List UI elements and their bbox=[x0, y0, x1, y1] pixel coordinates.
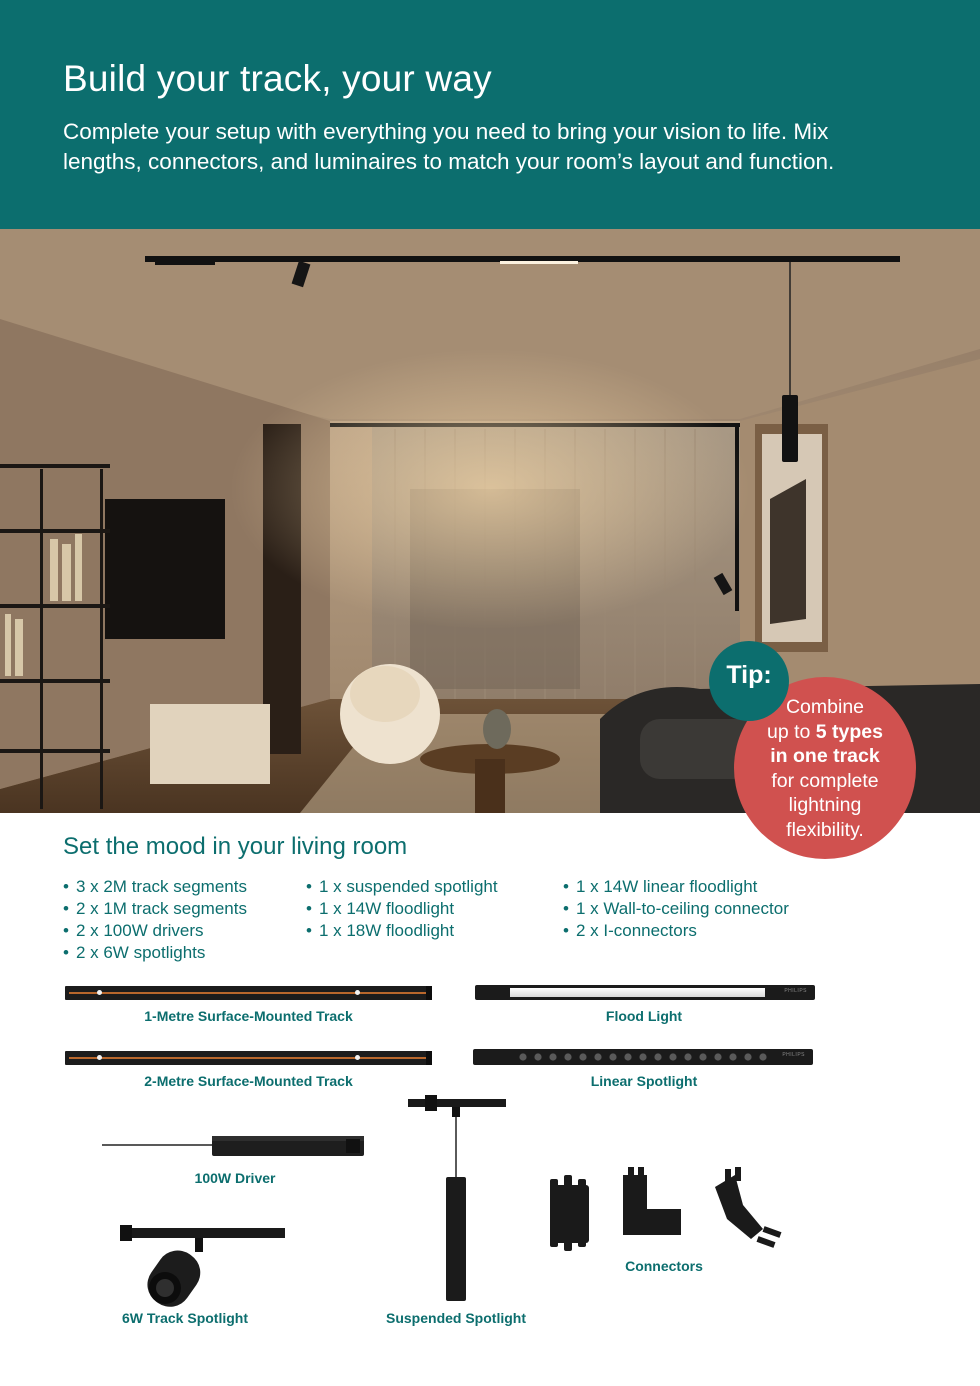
package-list-col3 bbox=[563, 876, 789, 942]
track-2m-image bbox=[65, 1051, 432, 1065]
track-spotlight-label: 6W Track Spotlight bbox=[121, 1310, 248, 1326]
tip-line-5: lightning bbox=[788, 794, 862, 816]
track-1m-label: 1-Metre Surface-Mounted Track bbox=[144, 1008, 353, 1024]
connectors-label: Connectors bbox=[625, 1258, 703, 1274]
tip-label: Tip: bbox=[726, 661, 772, 689]
intro-text: Complete your setup with everything you need to bring your vision to life. Mix lengths, connectors, and luminaires to match your room’s layout and function. bbox=[63, 119, 835, 174]
tip-line-1: Combine bbox=[785, 696, 865, 718]
tip-line-6: flexibility. bbox=[786, 818, 864, 841]
driver-image bbox=[100, 1130, 370, 1162]
track-2m-label: 2-Metre Surface-Mounted Track bbox=[144, 1073, 353, 1089]
linear-spotlight-image bbox=[473, 1049, 813, 1065]
track-1m-image bbox=[65, 986, 432, 1000]
tip-line-2b: 5 types bbox=[815, 720, 883, 743]
connectors-image bbox=[545, 1165, 790, 1255]
brand-mark: PHILIPS bbox=[784, 988, 807, 994]
list-item: • 2 x 100W drivers bbox=[63, 920, 247, 942]
tip-line-3: in one track bbox=[770, 745, 880, 767]
package-list-col1 bbox=[63, 876, 247, 964]
flood-light-image bbox=[475, 985, 815, 1000]
list-item: • 2 x 1M track segments bbox=[63, 898, 247, 920]
list-item: • 2 x I-connectors bbox=[563, 920, 789, 942]
tip-badge bbox=[709, 641, 789, 721]
list-item: • 1 x 14W linear floodlight bbox=[563, 876, 789, 898]
tip-line-2a: up to bbox=[767, 720, 816, 743]
list-item: • 1 x 18W floodlight bbox=[306, 920, 498, 942]
tip-line-4: for complete bbox=[771, 769, 879, 792]
list-item: • 1 x suspended spotlight bbox=[306, 876, 498, 898]
track-spotlight-image bbox=[115, 1222, 290, 1312]
section-title: Set the mood in your living room bbox=[63, 833, 408, 860]
brand-mark: PHILIPS bbox=[782, 1052, 805, 1058]
list-item: • 2 x 6W spotlights bbox=[63, 942, 247, 964]
flood-light-label: Flood Light bbox=[605, 1008, 683, 1024]
list-item: • 1 x Wall-to-ceiling connector bbox=[563, 898, 789, 920]
page-title: Build your track, your way bbox=[63, 58, 492, 99]
list-item: • 3 x 2M track segments bbox=[63, 876, 247, 898]
package-list-col2 bbox=[306, 876, 498, 942]
list-item: • 1 x 14W floodlight bbox=[306, 898, 498, 920]
driver-label: 100W Driver bbox=[194, 1170, 276, 1186]
suspended-spotlight-image bbox=[405, 1095, 510, 1305]
suspended-spotlight-label: Suspended Spotlight bbox=[386, 1310, 526, 1326]
header-banner bbox=[0, 0, 980, 229]
linear-spotlight-label: Linear Spotlight bbox=[590, 1073, 698, 1089]
